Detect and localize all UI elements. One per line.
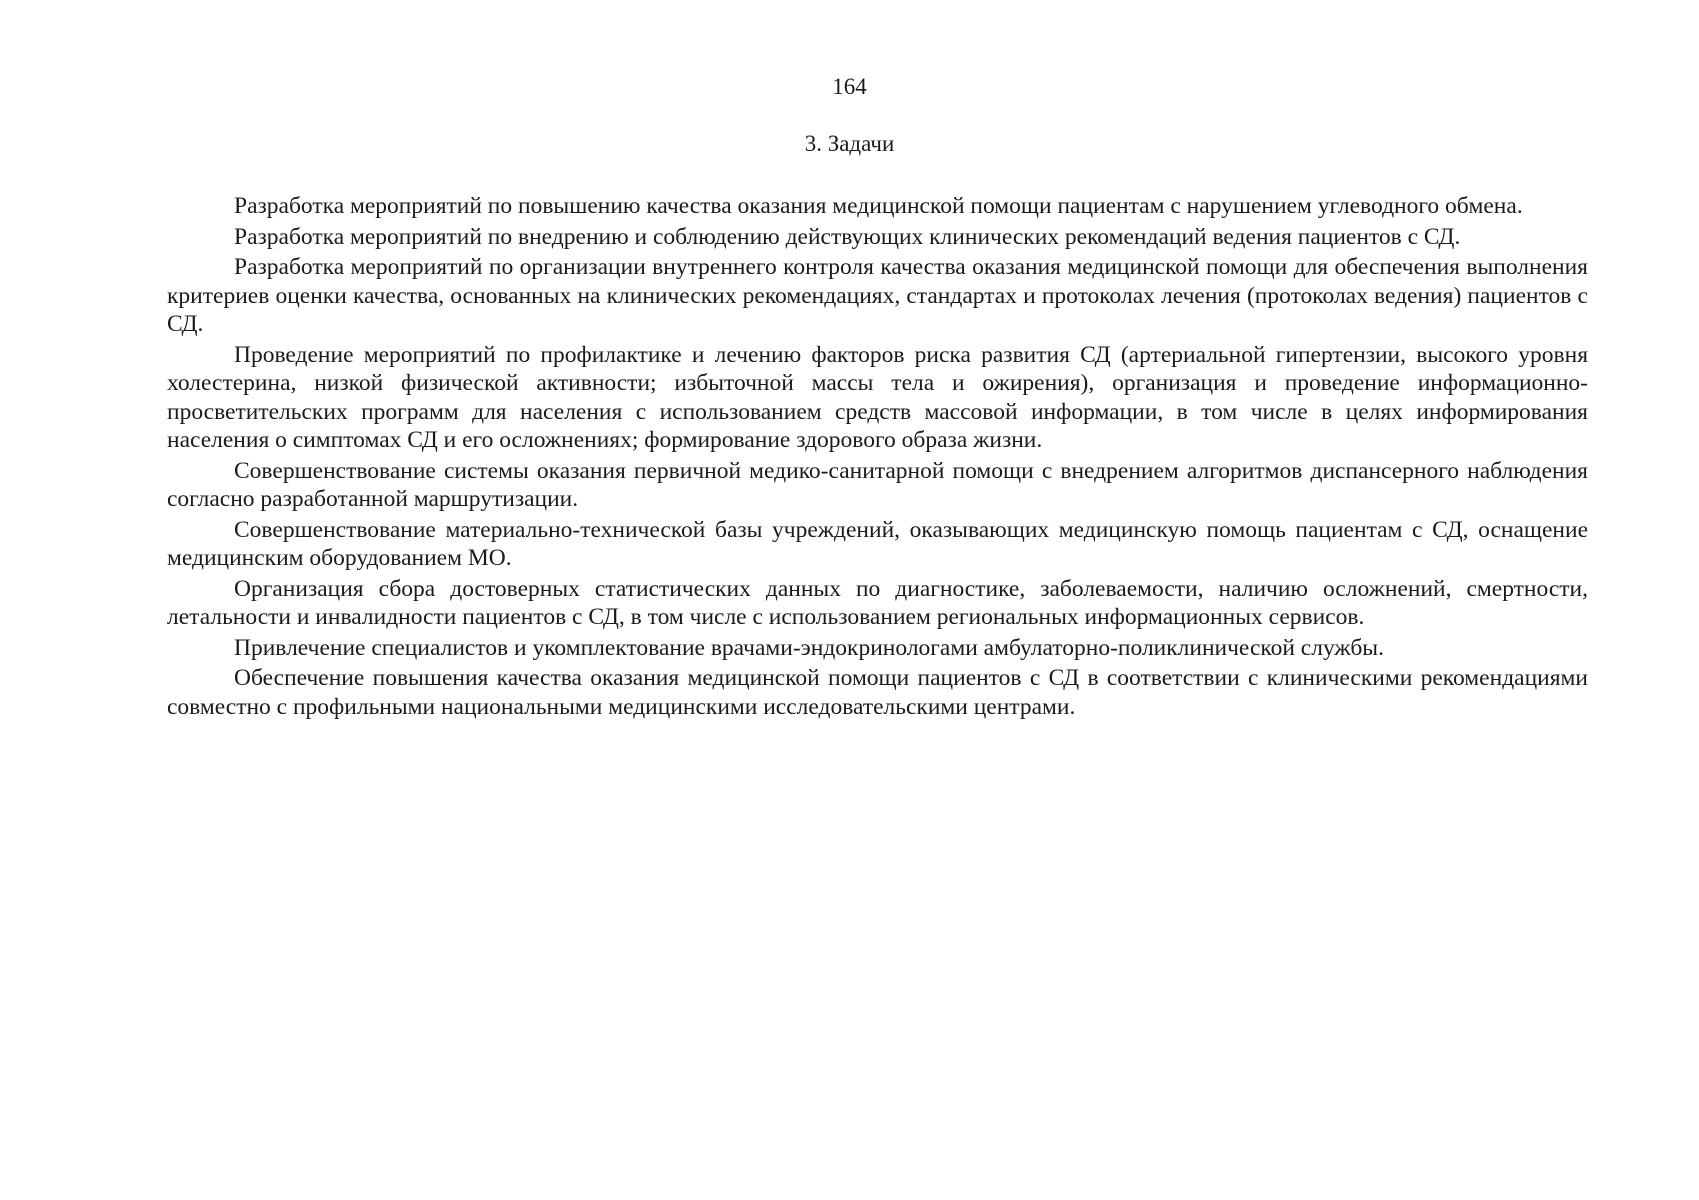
task-paragraph: Разработка мероприятий по внедрению и соблюдению действующих клинических рекомендаций ведения пациентов с СД. [234,223,1461,250]
task-paragraph: Организация сбора достоверных статистических данных по диагностике, заболеваемости, наличию осложнений, смертности, летальности и инвалидности пациентов с СД, в том числе с использованием региональных информационных сервисов. [167,575,1588,630]
task-paragraph: Привлечение специалистов и укомплектование врачами-эндокринологами амбулаторно-поликлинической службы. [234,634,1384,661]
task-paragraph: Разработка мероприятий по повышению качества оказания медицинской помощи пациентам с нарушением углеводного обмена. [234,193,1523,219]
task-paragraph: Разработка мероприятий по организации внутреннего контроля качества оказания медицинской помощи для обеспечения выполнения критериев оценки качества, основанных на клинических рекомендациях, стандартах и протоколах лечения (протоколах ведения) пациентов с СД. [167,254,1588,337]
task-list [167,192,1588,721]
page-number: 164 [832,74,867,99]
section-title: 3. Задачи [804,131,895,156]
task-paragraph: Проведение мероприятий по профилактике и лечению факторов риска развития СД (артериальной гипертензии, высокого уровня холестерина, низкой физической активности; избыточной массы тела и ожирения), организация и проведение информационно-просветительских программ для населения с использованием средств массовой информации, в том числе в целях информирования населения о симптомах СД и его осложнениях; формирование здорового образа жизни. [167,341,1588,453]
task-paragraph: Совершенствование системы оказания первичной медико-санитарной помощи с внедрением алгоритмов диспансерного наблюдения согласно разработанной маршрутизации. [167,457,1588,512]
task-paragraph: Обеспечение повышения качества оказания медицинской помощи пациентов с СД в соответствии с клиническими рекомендациями совместно с профильными национальными медицинскими исследовательскими центрами. [167,665,1588,720]
task-paragraph: Совершенствование материально-технической базы учреждений, оказывающих медицинскую помощь пациентам с СД, оснащение медицинским оборудованием МО. [167,516,1588,571]
